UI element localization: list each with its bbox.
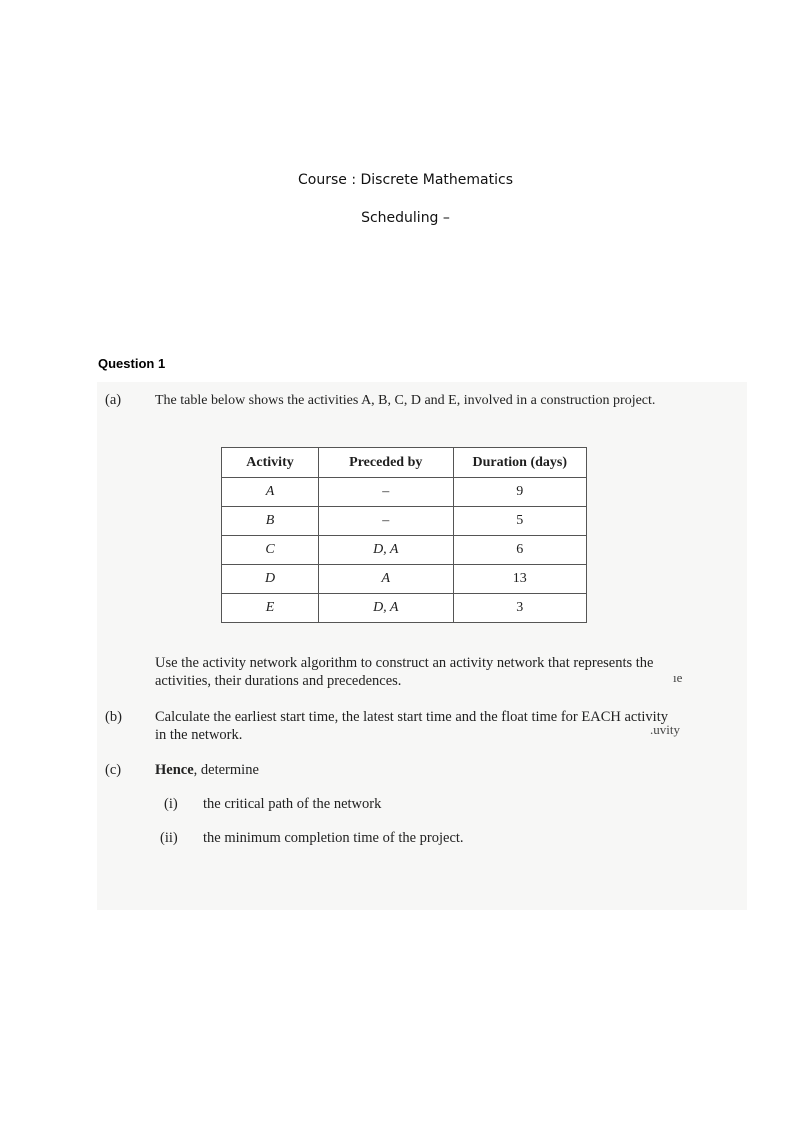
cell-duration: 3 (453, 594, 586, 623)
cell-preceded-by: – (319, 478, 453, 507)
cell-preceded-by: D, A (319, 536, 453, 565)
cell-duration: 9 (453, 478, 586, 507)
cell-activity: D (222, 565, 319, 594)
cell-activity: E (222, 594, 319, 623)
sub-item-i-text: the critical path of the network (203, 796, 382, 812)
part-a-instruction-line2: activities, their durations and precedences. (155, 673, 402, 689)
table-header-row (222, 448, 587, 478)
sub-item-ii-text: the minimum completion time of the project. (203, 830, 464, 846)
cell-preceded-by: D, A (319, 594, 453, 623)
part-c-lead-bold: Hence (155, 762, 194, 778)
table-row (222, 594, 587, 623)
cell-duration: 5 (453, 507, 586, 536)
question-heading: Question 1 (98, 356, 166, 371)
table-row (222, 536, 587, 565)
column-header-preceded-by: Preceded by (319, 448, 453, 478)
column-header-activity: Activity (222, 448, 319, 478)
table-row (222, 507, 587, 536)
part-c-lead-rest: , determine (193, 762, 259, 778)
table-row (222, 565, 587, 594)
cell-preceded-by: – (319, 507, 453, 536)
part-a-instruction-line1: Use the activity network algorithm to construct an activity network that represents the (155, 655, 654, 671)
part-b-line2: in the network. (155, 727, 243, 743)
scan-fragment-a: ıe (673, 670, 683, 685)
scan-fragment-b: .uvity (650, 722, 680, 737)
part-a-label: (a) (105, 392, 122, 408)
cell-activity: C (222, 536, 319, 565)
column-header-duration: Duration (days) (453, 448, 586, 478)
cell-duration: 13 (453, 565, 586, 594)
course-title: Course : Discrete Mathematics (298, 172, 513, 188)
cell-preceded-by: A (319, 565, 453, 594)
table-row (222, 478, 587, 507)
topic-title: Scheduling – (361, 210, 450, 226)
sub-item-i-label: (i) (164, 796, 178, 812)
part-c-label: (c) (105, 762, 122, 778)
part-a-intro: The table below shows the activities A, B, C, D and E, involved in a construction project. (155, 393, 656, 408)
cell-duration: 6 (453, 536, 586, 565)
part-b-label: (b) (105, 709, 122, 725)
cell-activity: A (222, 478, 319, 507)
sub-item-ii-label: (ii) (160, 830, 178, 846)
cell-activity: B (222, 507, 319, 536)
activity-table (221, 447, 587, 623)
part-b-line1: Calculate the earliest start time, the latest start time and the float time for EACH activity (155, 709, 668, 725)
part-c-lead (155, 762, 259, 779)
